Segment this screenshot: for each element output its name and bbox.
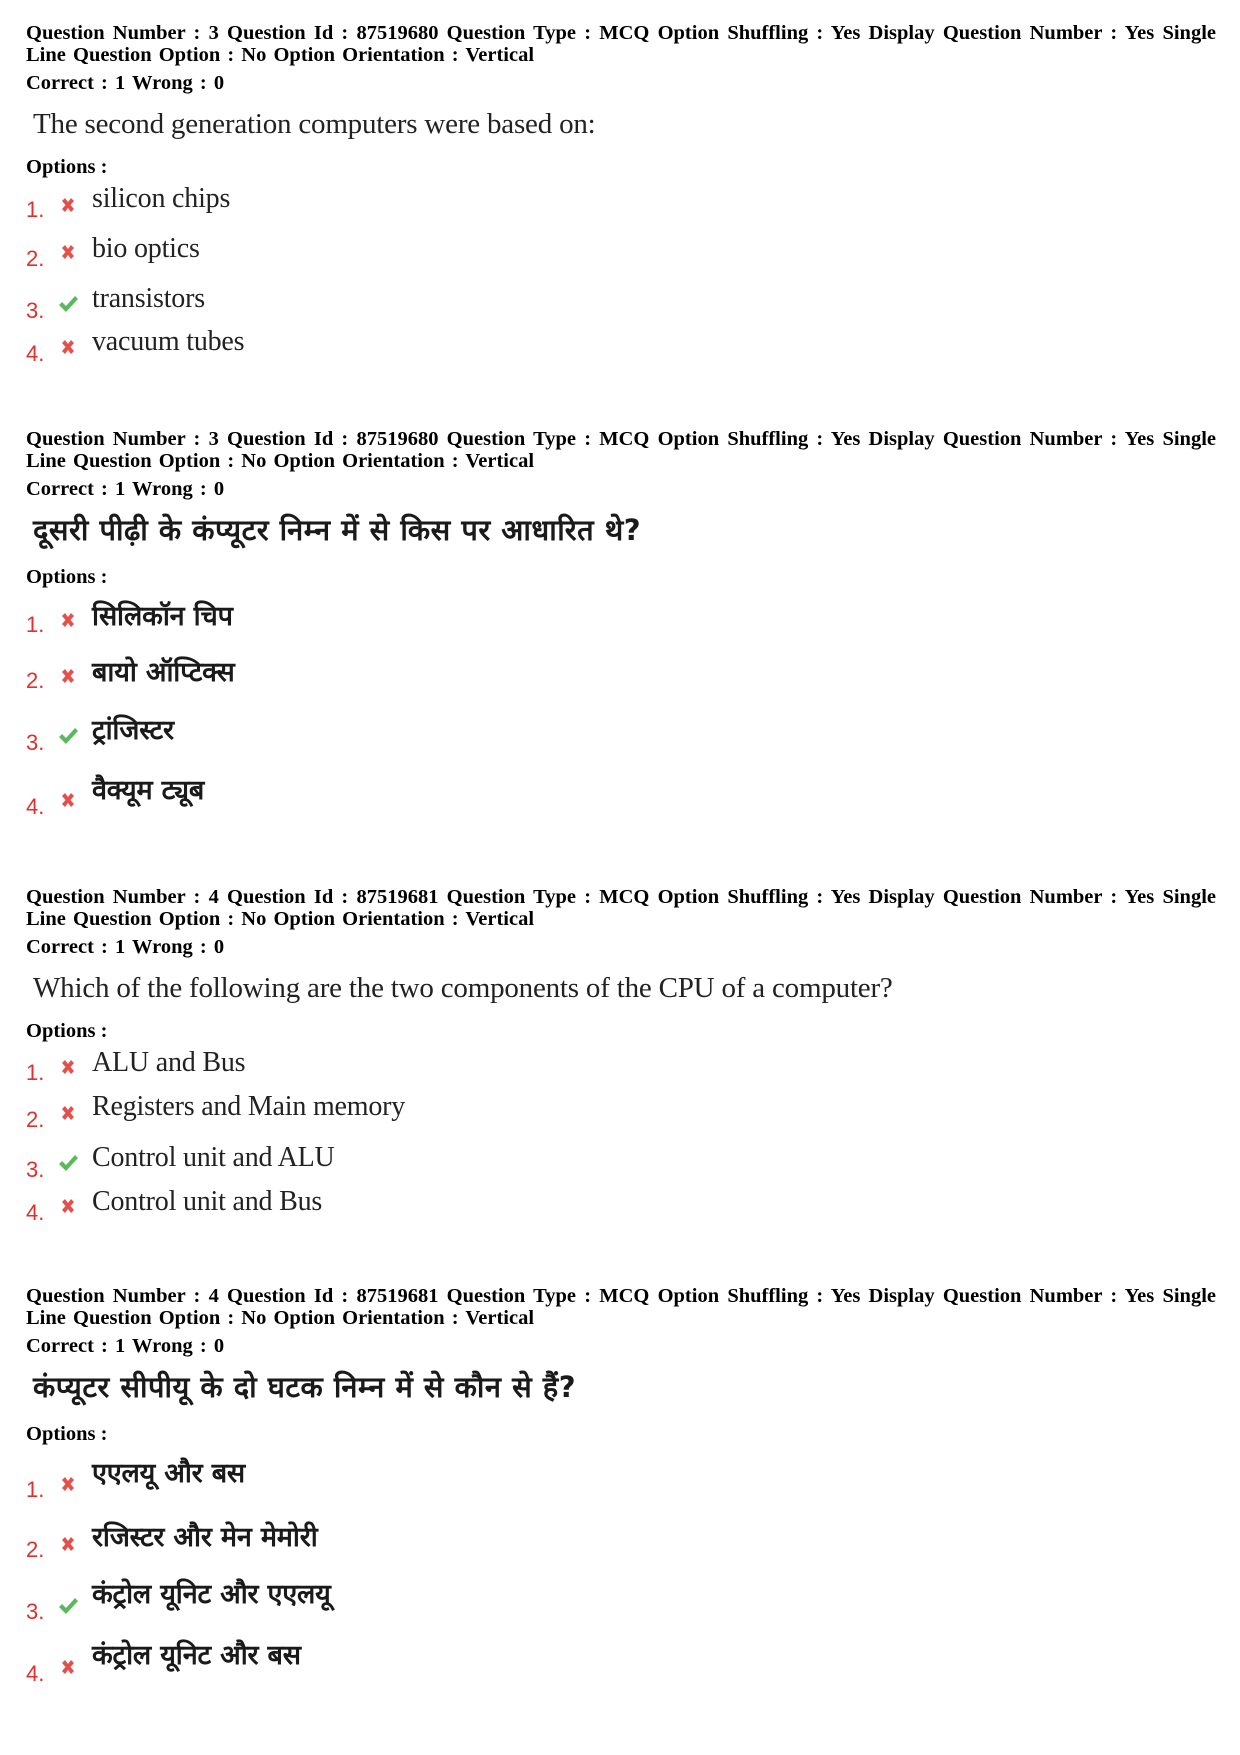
options-label: Options : [26,566,108,588]
option-number: 2. [26,246,45,271]
score-line: Correct : 1 Wrong : 0 [26,936,225,958]
option-number: 4. [26,794,45,819]
option-text: transistors [92,283,205,314]
option-text: Registers and Main memory [92,1091,406,1122]
option-number: 1. [26,197,45,222]
option-number: 4. [26,341,45,366]
question-block-3 [26,887,1216,1235]
option-number: 3. [26,730,45,755]
score-line: Correct : 1 Wrong : 0 [26,1335,225,1357]
option-text: Control unit and ALU [92,1142,335,1173]
option-1 [26,1453,1216,1517]
option-3 [26,1142,1216,1190]
option-text: बायो ऑप्टिक्स [92,657,235,688]
option-4 [26,776,1216,836]
question-meta: Question Number : 3 Question Id : 87519680 Question Type : MCQ Option Shuffling : Yes Display Question Number : Yes Single Line Question Option : No Option Orientation : Vertical [26,428,1216,472]
option-text: silicon chips [92,183,231,214]
option-2 [26,1091,1216,1145]
option-text: सिलिकॉन चिप [92,601,233,632]
option-text: एएलयू और बस [92,1458,245,1489]
correct-check-icon [57,293,79,315]
options-label: Options : [26,1423,108,1445]
option-text: bio optics [92,233,200,264]
question-meta: Question Number : 3 Question Id : 87519680 Question Type : MCQ Option Shuffling : Yes Display Question Number : Yes Single Line Question Option : No Option Orientation : Vertical [26,22,1216,66]
option-1 [26,183,1216,236]
wrong-cross-icon [57,789,79,811]
options-list [26,1453,1216,1697]
question-text: दूसरी पीढ़ी के कंप्यूटर निम्न में से किस पर आधारित थे? [33,513,642,547]
option-text: वैक्यूम ट्यूब [92,775,205,806]
wrong-cross-icon [57,1473,79,1495]
options-list [26,1047,1216,1235]
question-text: कंप्यूटर सीपीयू के दो घटक निम्न में से कौन से हैं? [33,1370,577,1404]
option-3 [26,1575,1216,1637]
wrong-cross-icon [57,1656,79,1678]
option-4 [26,1186,1216,1235]
option-number: 4. [26,1200,45,1225]
wrong-cross-icon [57,1195,79,1217]
option-number: 2. [26,1537,45,1562]
option-number: 1. [26,612,45,637]
option-number: 2. [26,1107,45,1132]
question-text: The second generation computers were based on: [33,108,596,140]
question-meta: Question Number : 4 Question Id : 87519681 Question Type : MCQ Option Shuffling : Yes Display Question Number : Yes Single Line Question Option : No Option Orientation : Vertical [26,886,1216,930]
wrong-cross-icon [57,1533,79,1555]
option-text: vacuum tubes [92,326,245,357]
option-text: ट्रांजिस्टर [92,715,174,746]
option-3 [26,283,1216,331]
correct-check-icon [57,1152,79,1174]
question-block-4 [26,1286,1216,1697]
question-block-1 [26,23,1216,376]
wrong-cross-icon [57,665,79,687]
question-meta: Question Number : 4 Question Id : 87519681 Question Type : MCQ Option Shuffling : Yes Display Question Number : Yes Single Line Question Option : No Option Orientation : Vertical [26,1285,1216,1329]
correct-check-icon [57,725,79,747]
option-2 [26,654,1216,714]
option-1 [26,1047,1216,1095]
option-2 [26,233,1216,286]
wrong-cross-icon [57,1102,79,1124]
score-line: Correct : 1 Wrong : 0 [26,478,225,500]
correct-check-icon [57,1595,79,1617]
option-number: 1. [26,1060,45,1085]
option-1 [26,596,1216,654]
option-number: 1. [26,1477,45,1502]
options-list [26,596,1216,836]
options-label: Options : [26,156,108,178]
option-text: कंट्रोल यूनिट और एएलयू [92,1579,331,1610]
score-line: Correct : 1 Wrong : 0 [26,72,225,94]
option-number: 3. [26,298,45,323]
option-text: Control unit and Bus [92,1186,323,1217]
option-2 [26,1517,1216,1575]
option-text: कंट्रोल यूनिट और बस [92,1640,301,1671]
wrong-cross-icon [57,194,79,216]
option-4 [26,1637,1216,1697]
option-3 [26,714,1216,776]
option-4 [26,326,1216,376]
options-label: Options : [26,1020,108,1042]
question-block-2 [26,429,1216,836]
wrong-cross-icon [57,1056,79,1078]
option-text: रजिस्टर और मेन मेमोरी [92,1522,318,1553]
wrong-cross-icon [57,241,79,263]
wrong-cross-icon [57,609,79,631]
option-number: 3. [26,1157,45,1182]
options-list [26,183,1216,376]
option-text: ALU and Bus [92,1047,246,1078]
question-text: Which of the following are the two components of the CPU of a computer? [33,972,893,1004]
option-number: 3. [26,1599,45,1624]
option-number: 4. [26,1661,45,1686]
wrong-cross-icon [57,336,79,358]
option-number: 2. [26,668,45,693]
